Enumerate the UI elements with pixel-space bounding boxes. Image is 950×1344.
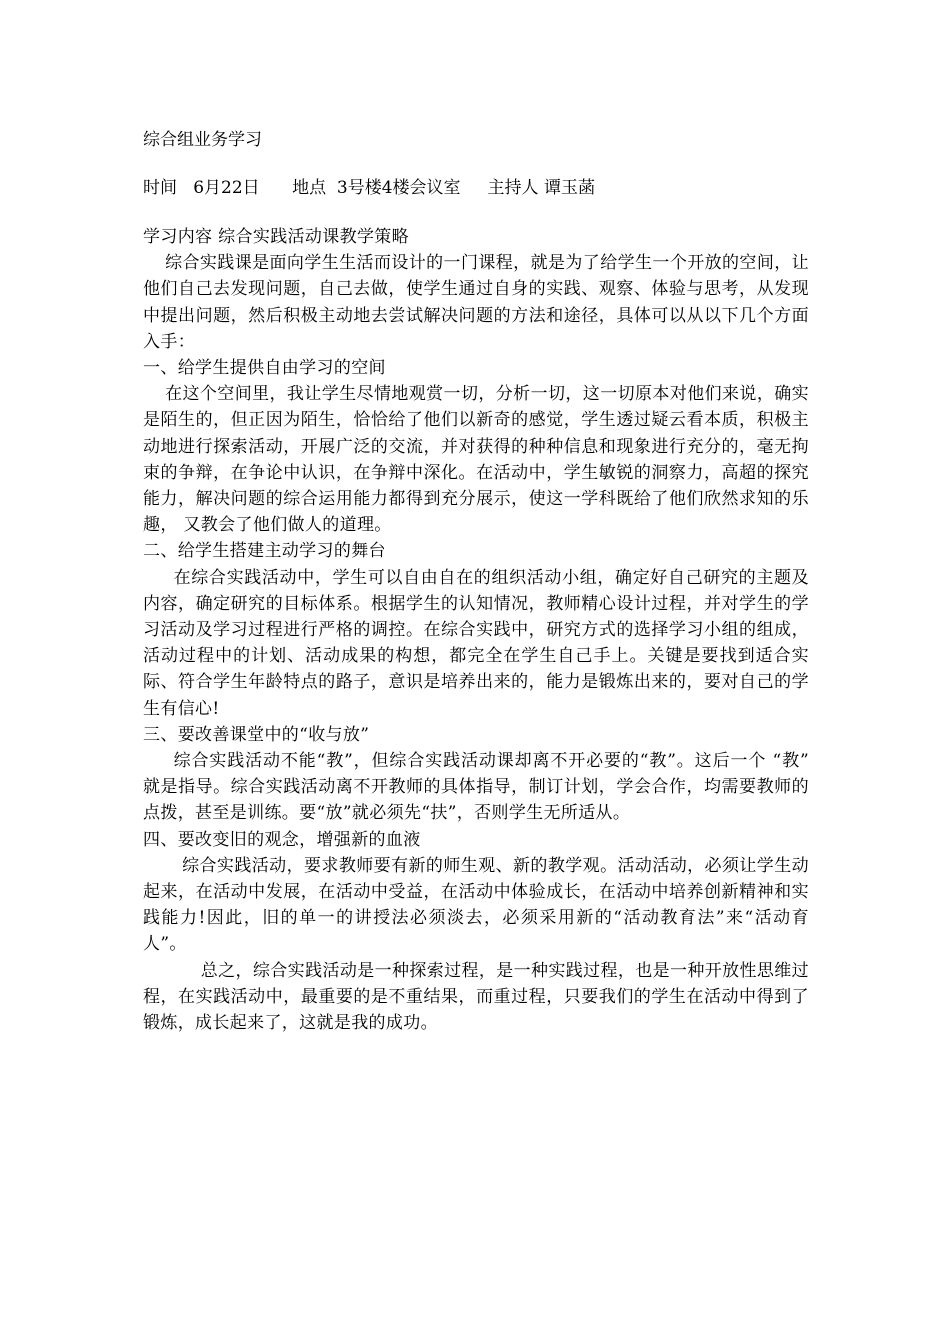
meeting-info: 时间 6月22日 地点 3号楼4楼会议室 主持人 谭玉菡	[143, 178, 595, 198]
section-heading: 二、给学生搭建主动学习的舞台	[143, 541, 386, 562]
section-paragraph: 在综合实践活动中，学生可以自由自在的组织活动小组，确定好自己研究的主题及内容，确定研究的目标体系。根据学生的认知情况，教师精心设计过程，并对学生的学习活动及学习过程进行严格的调控。在综合实践中，研究方式的选择学习小组的组成，活动过程中的计划、活动成果的构想，都完全在学生自己手上。关键是要找到适合实际、符合学生年龄特点的路子，意识是培养出来的，能力是锻炼出来的，要对自己的学生有信心!	[143, 567, 809, 719]
section-heading: 四、要改变旧的观念，增强新的血液	[143, 829, 421, 850]
document-body	[143, 224, 809, 1036]
section-paragraph: 综合实践活动，要求教师要有新的师生观、新的教学观。活动活动，必须让学生动起来，在活动中发展，在活动中受益，在活动中体验成长，在活动中培养创新精神和实践能力!因此，旧的单一的讲授法必须淡去，必须采用新的“活动教育法”来“活动育人”。	[143, 855, 809, 955]
section-paragraph: 综合实践活动不能“教”，但综合实践活动课却离不开必要的“教”。这后一个 “教” 就是指导。综合实践活动离不开教师的具体指导，制订计划，学会合作，均需要教师的点拨，甚至是训练。要“放”就必须先“扶”，否则学生无所适从。	[143, 751, 809, 824]
conclusion-paragraph: 总之，综合实践活动是一种探索过程，是一种实践过程，也是一种开放性思维过程，在实践活动中，最重要的是不重结果，而重过程，只要我们的学生在活动中得到了锻炼，成长起来了，这就是我的成功。	[143, 960, 809, 1034]
document-content	[143, 0, 809, 1344]
intro-paragraph: 综合实践课是面向学生生活而设计的一门课程，就是为了给学生一个开放的空间，让他们自己去发现问题，自己去做，使学生通过自身的实践、观察、体验与思考，从发现中提出问题，然后积极主动地去尝试解决问题的方法和途径，具体可以从以下几个方面入手：	[143, 253, 809, 352]
document-title: 综合组业务学习	[143, 130, 262, 150]
section-heading: 三、要改善课堂中的“收与放”	[143, 724, 370, 745]
section-heading: 一、给学生提供自由学习的空间	[143, 358, 386, 379]
study-topic: 学习内容 综合实践活动课教学策略	[143, 227, 410, 247]
section-paragraph: 在这个空间里，我让学生尽情地观赏一切，分析一切，这一切原本对他们来说，确实是陌生的，但正因为陌生，恰恰给了他们以新奇的感觉，学生透过疑云看本质，积极主动地进行探索活动，开展广泛的交流，并对获得的种种信息和现象进行充分的，毫无拘束的争辩，在争论中认识，在争辩中深化。在活动中，学生敏锐的洞察力，高超的探究能力，解决问题的综合运用能力都得到充分展示，使这一学科既给了他们欣然求知的乐趣， 又教会了他们做人的道理。	[143, 384, 809, 536]
